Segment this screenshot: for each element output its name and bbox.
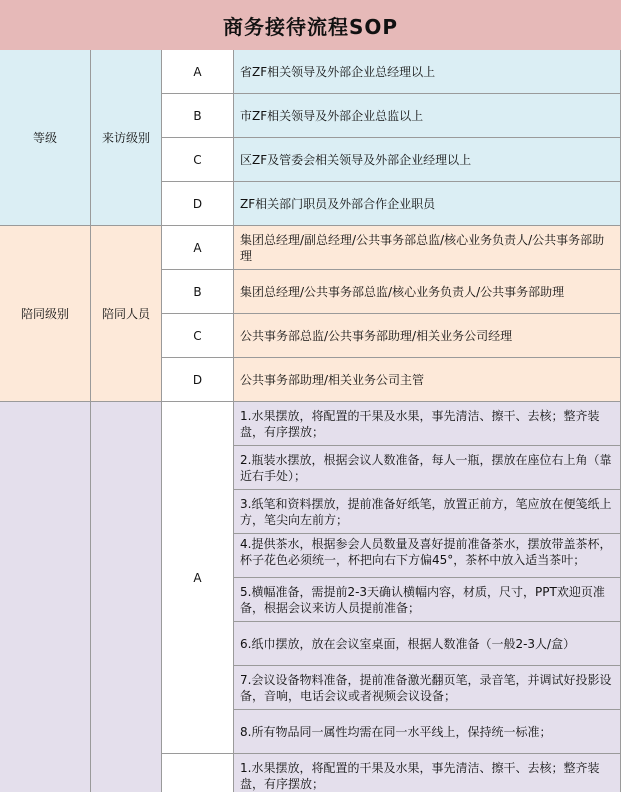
description-cell: 1.水果摆放，将配置的干果及水果，事先清洁、擦干、去核；整齐装盘，有序摆放； [234,754,621,792]
description-cell: 7.会议设备物料准备，提前准备激光翻页笔，录音笔，并调试好投影设备，音响，电话会议或者视频会议设备； [234,666,621,710]
description-cell: 集团总经理/副总经理/公共事务部总监/核心业务负责人/公共事务部助理 [234,226,621,270]
code-cell: A [162,50,234,94]
subcategory-cell [91,402,162,792]
code-cell: A [162,402,234,754]
description-cell: 8.所有物品同一属性均需在同一水平线上，保持统一标准； [234,710,621,754]
code-cell: D [162,358,234,402]
description-cell: 区ZF及管委会相关领导及外部企业经理以上 [234,138,621,182]
category-cell: 等级 [0,50,91,226]
code-cell [162,754,234,792]
sheet-title: 商务接待流程SOP [0,0,621,51]
code-cell: C [162,138,234,182]
description-cell: ZF相关部门职员及外部合作企业职员 [234,182,621,226]
description-cell: 省ZF相关领导及外部企业总经理以上 [234,50,621,94]
description-cell: 4.提供茶水，根据参会人员数量及喜好提前准备茶水，摆放带盖茶杯，杯子花色必须统一，杯把向右下方偏45°，茶杯中放入适当茶叶； [234,534,621,578]
code-cell: A [162,226,234,270]
description-cell: 5.横幅准备，需提前2-3天确认横幅内容，材质，尺寸，PPT欢迎页准备，根据会议来访人员提前准备； [234,578,621,622]
subcategory-cell: 来访级别 [91,50,162,226]
description-cell: 6.纸巾摆放，放在会议室桌面，根据人数准备（一般2-3人/盒） [234,622,621,666]
description-cell: 市ZF相关领导及外部企业总监以上 [234,94,621,138]
code-cell: D [162,182,234,226]
code-cell: B [162,94,234,138]
description-cell: 1.水果摆放，将配置的干果及水果，事先清洁、擦干、去核；整齐装盘，有序摆放； [234,402,621,446]
description-cell: 公共事务部助理/相关业务公司主管 [234,358,621,402]
description-cell: 公共事务部总监/公共事务部助理/相关业务公司经理 [234,314,621,358]
subcategory-cell: 陪同人员 [91,226,162,402]
category-cell: 陪同级别 [0,226,91,402]
description-cell: 集团总经理/公共事务部总监/核心业务负责人/公共事务部助理 [234,270,621,314]
category-cell [0,402,91,792]
code-cell: C [162,314,234,358]
description-cell: 3.纸笔和资料摆放，提前准备好纸笔，放置正前方，笔应放在便笺纸上方，笔尖向左前方； [234,490,621,534]
code-cell: B [162,270,234,314]
description-cell: 2.瓶装水摆放，根据会议人数准备，每人一瓶，摆放在座位右上角（靠近右手处）； [234,446,621,490]
